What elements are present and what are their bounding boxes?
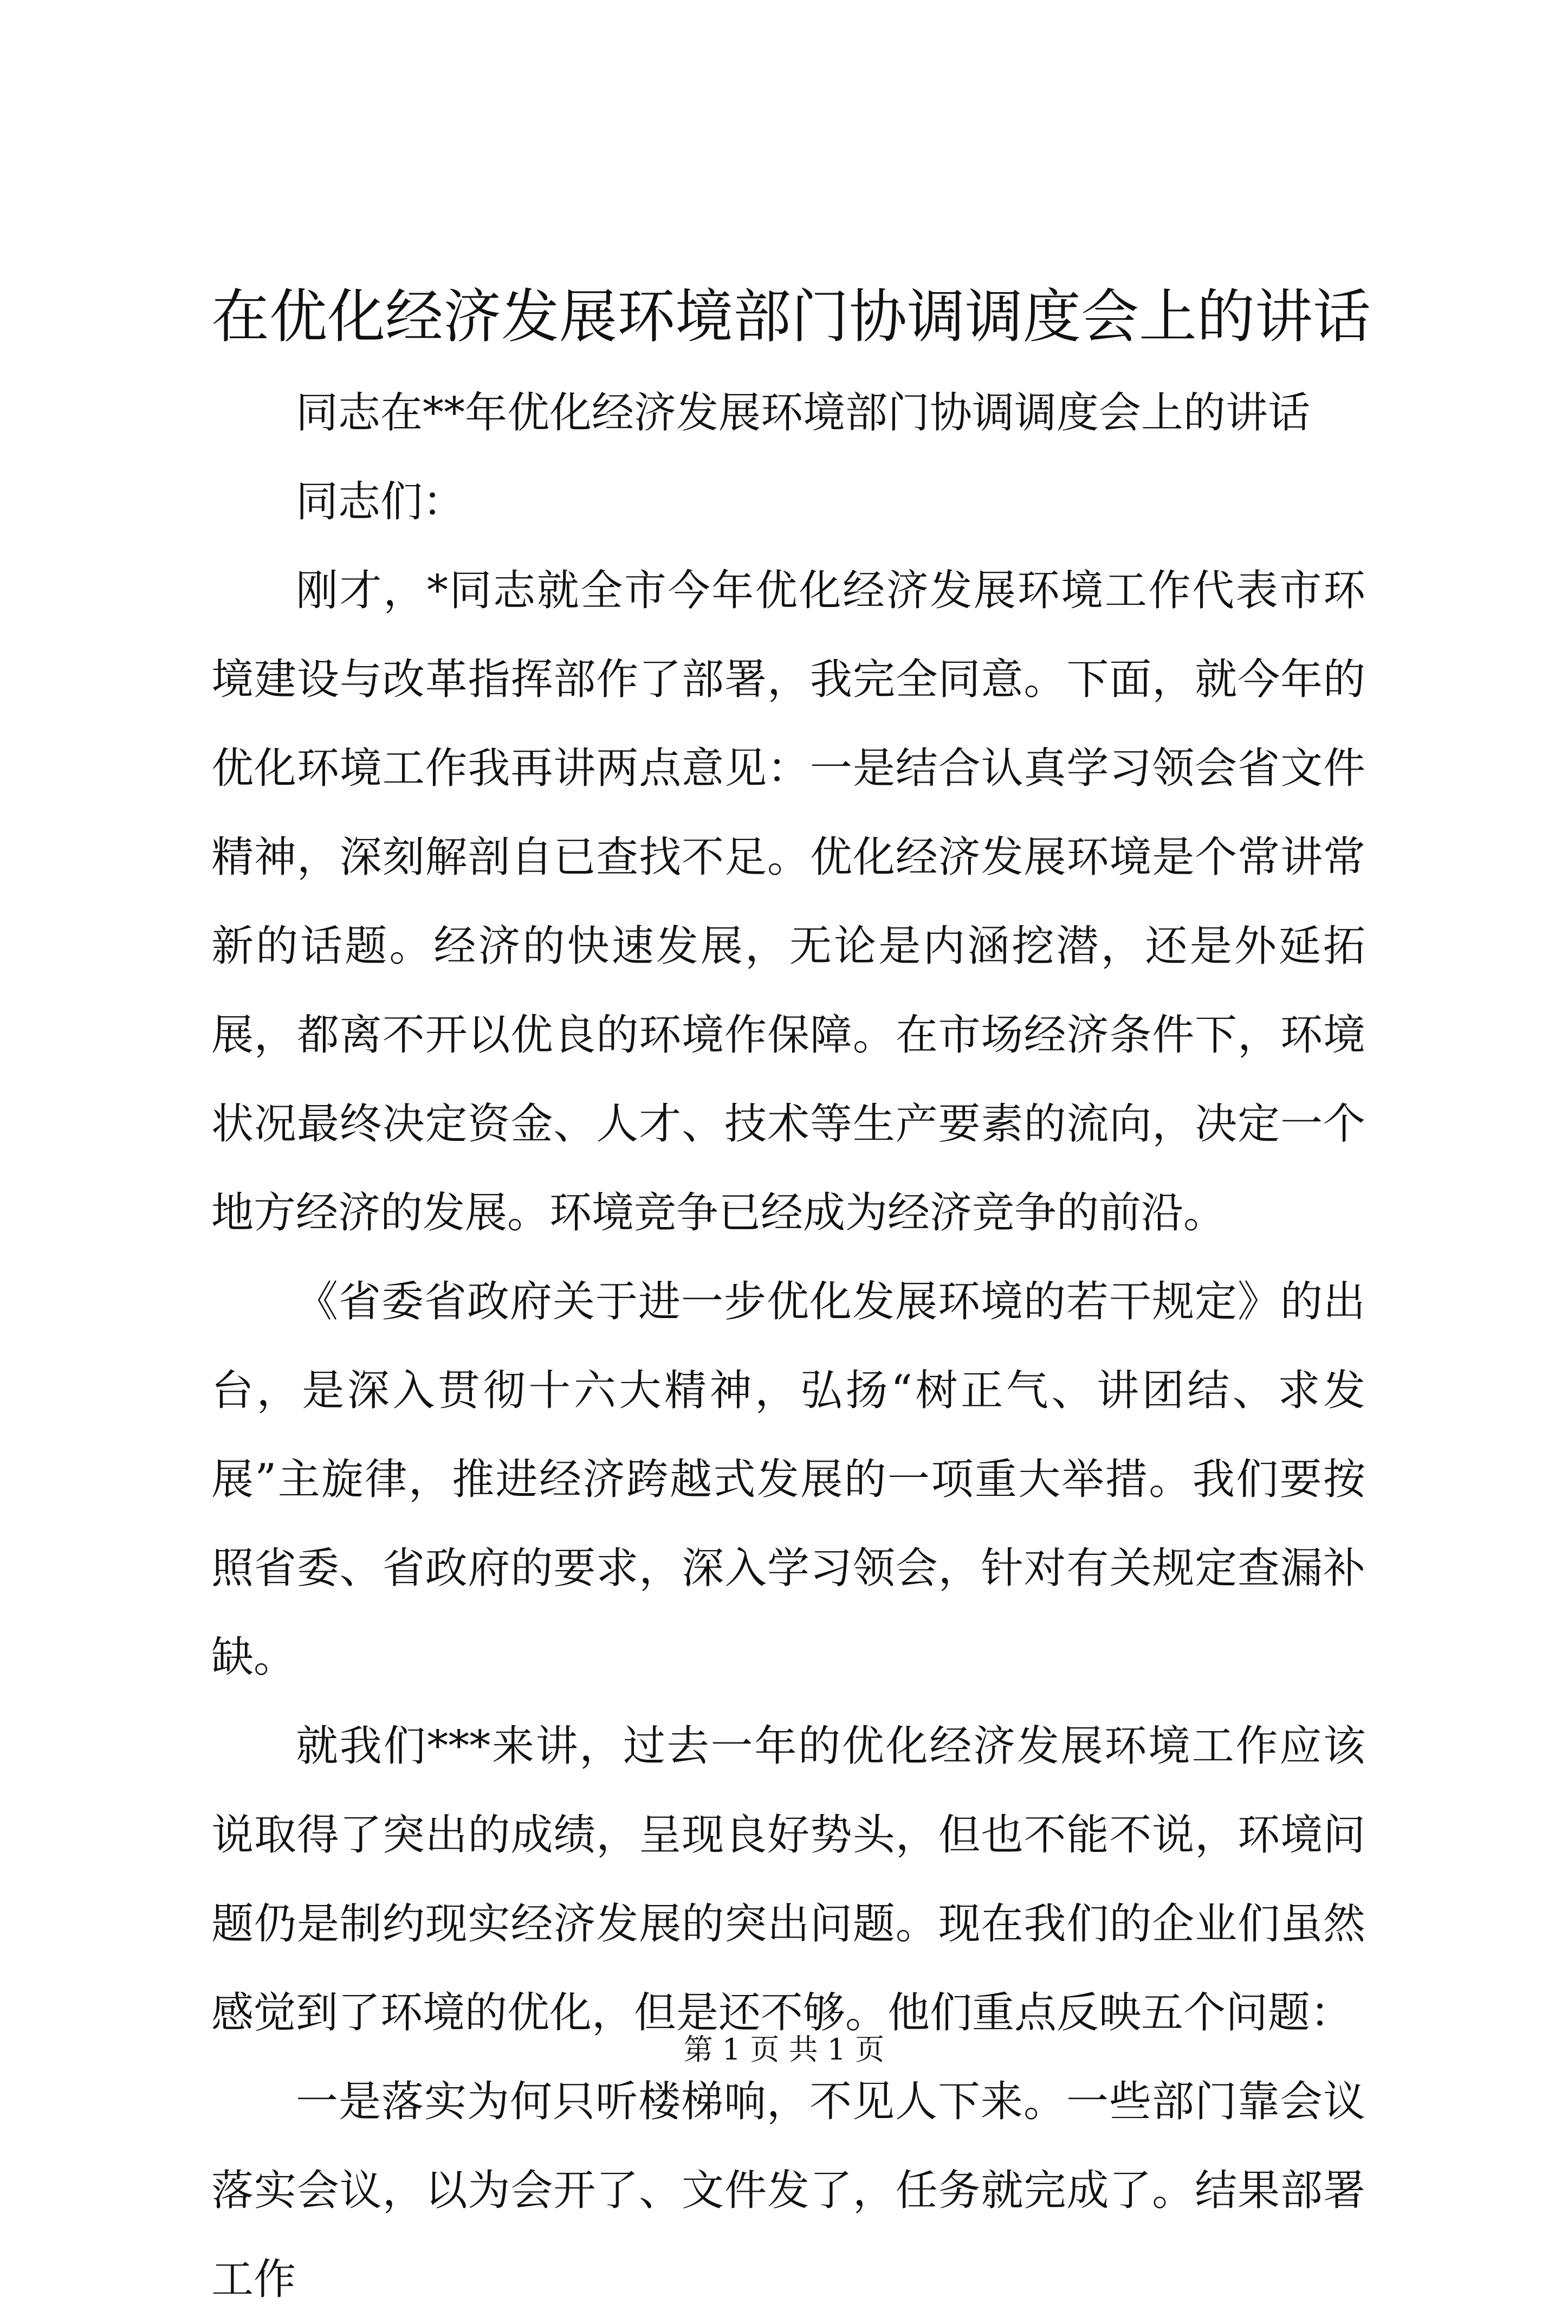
document-title: 在优化经济发展环境部门协调调度会上的讲话 — [211, 283, 1371, 351]
body-paragraph-3: 就我们***来讲，过去一年的优化经济发展环境工作应该说取得了突出的成绩，呈现良好势头，但也不能不说，环境问题仍是制约现实经济发展的突出问题。现在我们的企业们虽然感觉到了环境的优化，但是还不够。他们重点反映五个问题： — [211, 1722, 1365, 2037]
body-paragraph-2: 《省委省政府关于进一步优化发展环境的若干规定》的出台，是深入贯彻十六大精神，弘扬“树正气、讲团结、求发展”主旋律，推进经济跨越式发展的一项重大举措。我们要按照省委、省政府的要求，深入学习领会，针对有关规定查漏补缺。 — [211, 1277, 1365, 1682]
page-number-footer: 第 1 页 共 1 页 — [683, 2032, 885, 2067]
subtitle-paragraph: 同志在**年优化经济发展环境部门协调调度会上的讲话 — [296, 389, 1311, 437]
body-paragraph-1: 刚才，*同志就全市今年优化经济发展环境工作代表市环境建设与改革指挥部作了部署，我完全同意。下面，就今年的优化环境工作我再讲两点意见：一是结合认真学习领会省文件精神，深刻解剖自已查找不足。优化经济发展环境是个常讲常新的话题。经济的快速发展，无论是内涵挖潜，还是外延拓展，都离不开以优良的环境作保障。在市场经济条件下，环境状况最终决定资金、人才、技术等生产要素的流向，决定一个地方经济的发展。环境竞争已经成为经济竞争的前沿。 — [211, 566, 1365, 1237]
salutation-paragraph: 同志们： — [296, 477, 465, 526]
body-paragraph-4: 一是落实为何只听楼梯响，不见人下来。一些部门靠会议落实会议，以为会开了、文件发了，任务就完成了。结果部署工作 — [211, 2077, 1365, 2304]
